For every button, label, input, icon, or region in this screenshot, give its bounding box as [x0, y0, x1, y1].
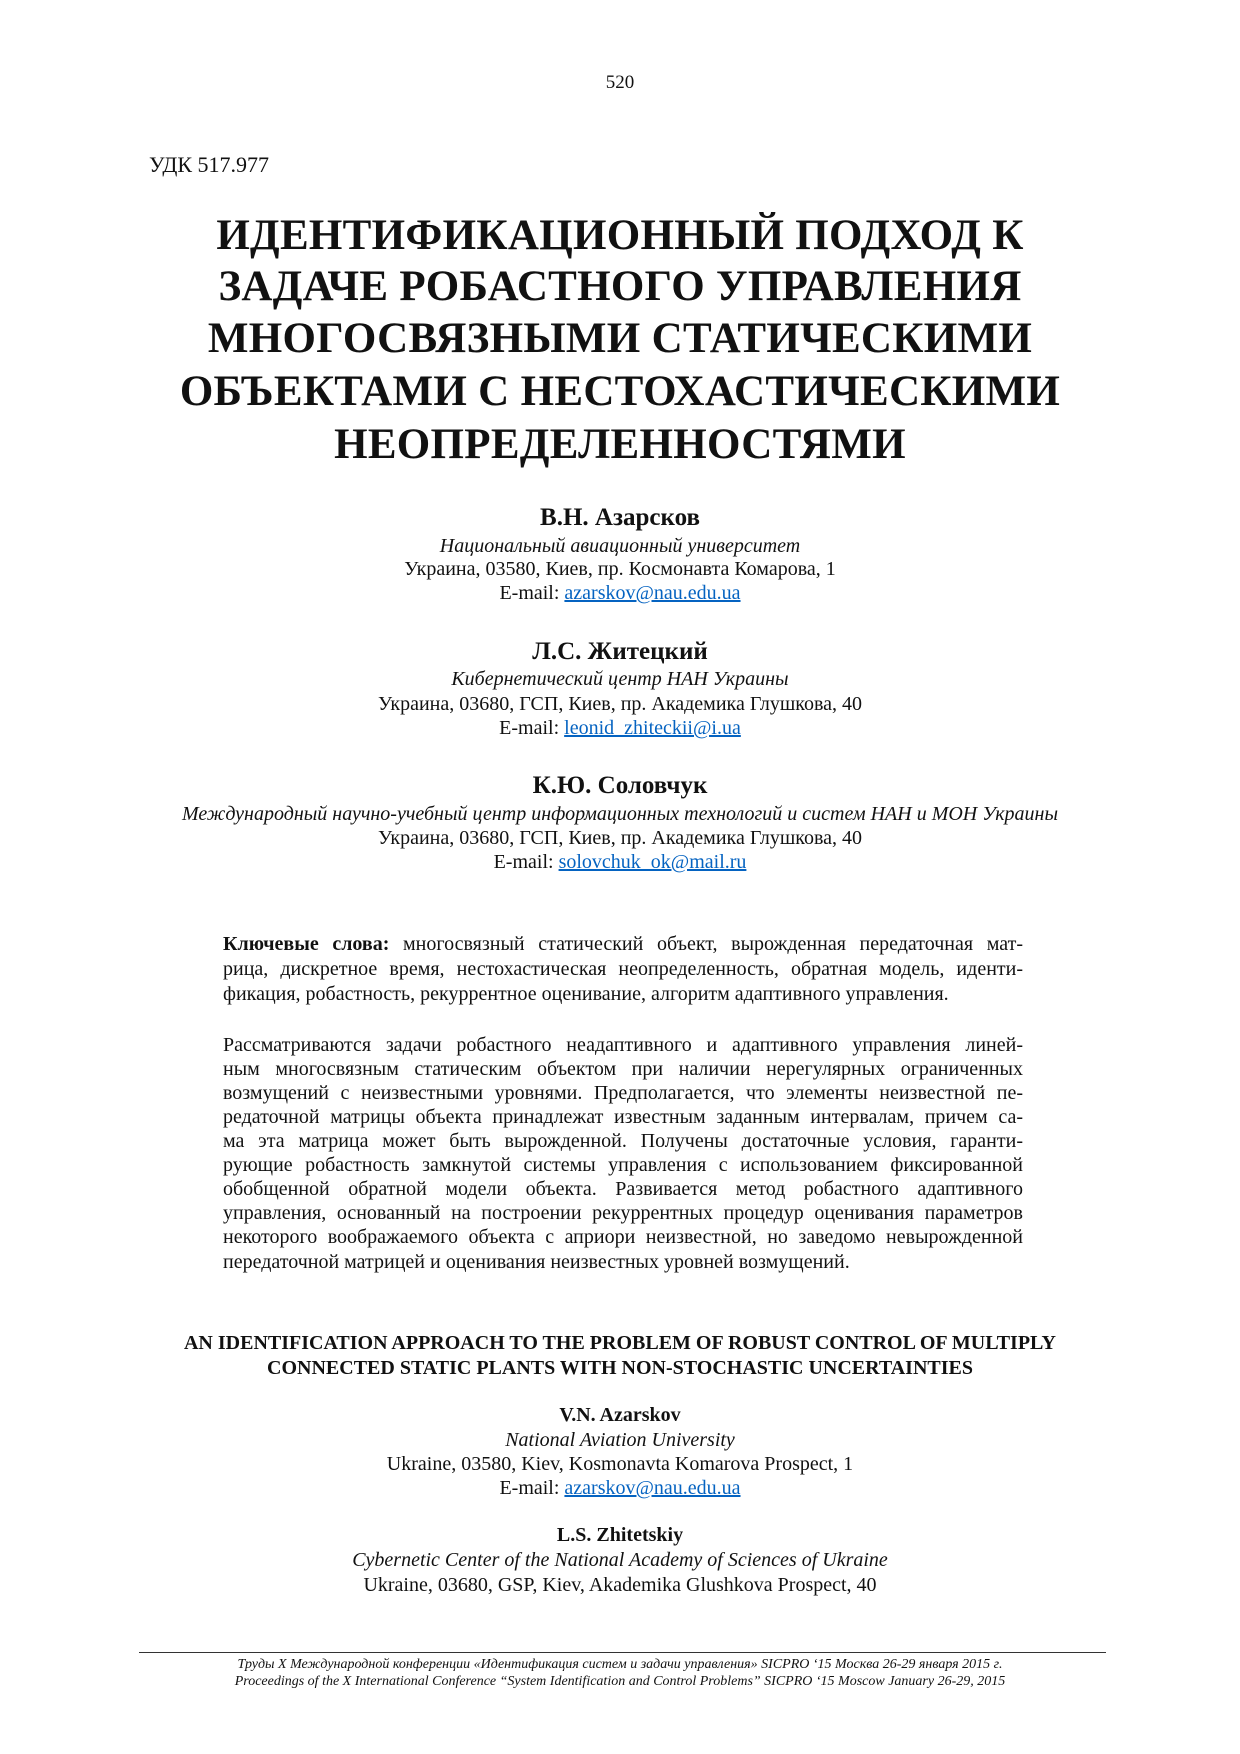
author-name: V.N. Azarskov: [559, 1404, 681, 1426]
abstract-line: возмущений с неизвестными уровнями. Предполагается, что элементы неизвестной пе-: [223, 1082, 1023, 1104]
email-link[interactable]: azarskov@nau.edu.ua: [564, 582, 741, 604]
title-line: ЗАДАЧЕ РОБАСТНОГО УПРАВЛЕНИЯ: [218, 263, 1022, 310]
keywords-label: Ключевые слова:: [223, 933, 390, 955]
abstract-line: редаточной матрицы объекта принадлежат известным заданным интервалам, причем са-: [223, 1106, 1023, 1128]
author-email-line: [0, 716, 1240, 740]
keywords-line: рица, дискретное время, нестохастическая неопределенность, обратная модель, иденти-: [223, 958, 1023, 980]
email-link[interactable]: leonid_zhiteckii@i.ua: [564, 717, 741, 739]
title-line: МНОГОСВЯЗНЫМИ СТАТИЧЕСКИМИ: [207, 315, 1033, 362]
abstract-line: ным многосвязным статическим объектом при наличии нерегулярных ограниченных: [223, 1058, 1023, 1080]
author-email-line: [0, 1476, 1240, 1500]
abstract-line: рующие робастность замкнутой системы управления с использованием фиксированной: [223, 1154, 1023, 1176]
en-title-line: CONNECTED STATIC PLANTS WITH NON-STOCHASTIC UNCERTAINTIES: [267, 1357, 973, 1379]
author-affiliation: Национальный авиационный университет: [439, 535, 801, 557]
title-line: ОБЪЕКТАМИ С НЕСТОХАСТИЧЕСКИМИ: [179, 368, 1061, 415]
author-name: В.Н. Азарсков: [540, 504, 700, 531]
email-link[interactable]: azarskov@nau.edu.ua: [564, 1477, 741, 1499]
email-label: E-mail:: [499, 717, 565, 739]
author-address: Украина, 03580, Киев, пр. Космонавта Комарова, 1: [404, 558, 836, 580]
keywords-line: [223, 932, 1023, 956]
author-name: К.Ю. Соловчук: [532, 772, 708, 799]
footer-line-en: Proceedings of the X International Conference “System Identification and Control Problems” SICPRO ‘15 Moscow January 26-29, 2015: [234, 1674, 1006, 1689]
author-name: L.S. Zhitetskiy: [556, 1524, 684, 1546]
email-link[interactable]: solovchuk_ok@mail.ru: [558, 851, 747, 873]
en-title-line: AN IDENTIFICATION APPROACH TO THE PROBLEM OF ROBUST CONTROL OF MULTIPLY: [183, 1332, 1056, 1354]
footer-divider: [139, 1652, 1106, 1653]
email-label: E-mail:: [499, 1477, 565, 1499]
abstract-line: ма эта матрица может быть вырожденной. Получены достаточные условия, гаранти-: [223, 1130, 1023, 1152]
keywords-line: фикация, робастность, рекуррентное оценивание, алгоритм адаптивного управления.: [223, 983, 949, 1005]
author-affiliation: National Aviation University: [505, 1429, 735, 1451]
email-label: E-mail:: [493, 851, 559, 873]
footer-line-ru: Труды X Международной конференции «Идентификация систем и задачи управления» SICPRO ‘15 Москва 26-29 января 2015 г.: [237, 1657, 1003, 1672]
author-address: Ukraine, 03680, GSP, Kiev, Akademika Glushkova Prospect, 40: [363, 1574, 877, 1596]
author-affiliation: Международный научно-учебный центр информационных технологий и систем НАН и МОН Украины: [181, 803, 1059, 825]
keywords-text: многосвязный статический объект, вырожденная передаточная мат-: [389, 933, 1023, 955]
author-address: Украина, 03680, ГСП, Киев, пр. Академика Глушкова, 40: [377, 693, 863, 715]
abstract-line: обобщенной обратной модели объекта. Развивается метод робастного адаптивного: [223, 1178, 1023, 1200]
author-email-line: [0, 850, 1240, 874]
abstract-line: передаточной матрицей и оценивания неизвестных уровней возмущений.: [223, 1251, 850, 1273]
author-affiliation: Кибернетический центр НАН Украины: [451, 668, 789, 690]
title-line: ИДЕНТИФИКАЦИОННЫЙ ПОДХОД К: [216, 212, 1024, 259]
abstract-line: Рассматриваются задачи робастного неадаптивного и адаптивного управления линей-: [223, 1034, 1023, 1056]
author-address: Ukraine, 03580, Kiev, Kosmonavta Komarova Prospect, 1: [386, 1453, 854, 1475]
author-affiliation: Cybernetic Center of the National Academy of Sciences of Ukraine: [352, 1549, 888, 1571]
udk-code: УДК 517.977: [149, 152, 270, 177]
email-label: E-mail:: [499, 582, 565, 604]
author-name: Л.С. Житецкий: [532, 638, 708, 665]
abstract-line: некоторого воображаемого объекта с априори неизвестной, но заведомо невырожденной: [223, 1226, 1023, 1248]
abstract-line: управления, основанный на построении рекуррентных процедур оценивания параметров: [223, 1202, 1023, 1224]
author-email-line: [0, 581, 1240, 605]
title-line: НЕОПРЕДЕЛЕННОСТЯМИ: [334, 421, 906, 468]
page-number: 520: [605, 72, 635, 93]
author-address: Украина, 03680, ГСП, Киев, пр. Академика Глушкова, 40: [377, 827, 863, 849]
